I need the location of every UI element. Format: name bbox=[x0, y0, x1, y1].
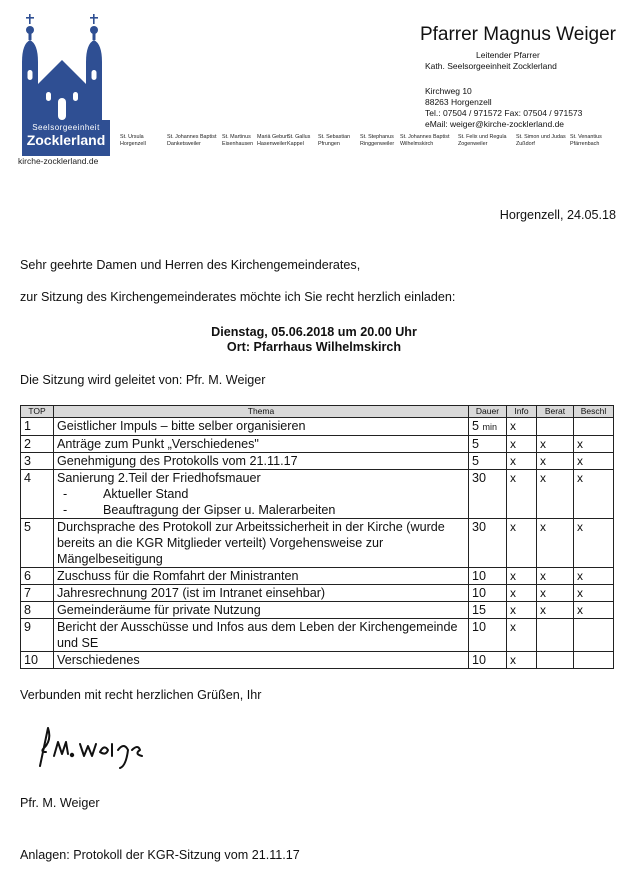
parish-item: St. Stephanus Ringgenweiler bbox=[360, 134, 395, 147]
sender-role: Leitender Pfarrer bbox=[476, 50, 540, 60]
cell-info: x bbox=[507, 519, 537, 568]
cell-top: 2 bbox=[21, 436, 54, 453]
cell-beschl: x bbox=[574, 470, 614, 519]
cell-berat bbox=[537, 652, 574, 669]
cell-thema: Durchsprache des Protokoll zur Arbeitssicherheit in der Kirche (wurde bereits an die KGR Mitglieder verteilt) Vorgehensweise zur Mängelbeseitigung bbox=[54, 519, 469, 568]
agenda-table bbox=[20, 405, 614, 669]
handwritten-signature bbox=[34, 722, 164, 772]
cell-thema: Anträge zum Punkt „Verschiedenes" bbox=[54, 436, 469, 453]
parish-item: St. Johannes Baptist Danketsweiler bbox=[167, 134, 217, 147]
parish-item: St. Johannes Baptist Wilhelmskirch bbox=[400, 134, 450, 147]
cell-dauer: 30 bbox=[469, 519, 507, 568]
cell-dauer: 15 bbox=[469, 602, 507, 619]
cell-top: 6 bbox=[21, 568, 54, 585]
table-row bbox=[21, 519, 614, 568]
cell-top: 1 bbox=[21, 418, 54, 436]
logo-line-1: Seelsorgeeinheit bbox=[32, 123, 100, 132]
parish-item: St. Sebastian Pfrungen bbox=[318, 134, 351, 147]
cell-thema: Geistlicher Impuls – bitte selber organisieren bbox=[54, 418, 469, 436]
sender-city: 88263 Horgenzell bbox=[425, 97, 492, 107]
invitation-text: zur Sitzung des Kirchengemeinderates möchte ich Sie recht herzlich einladen: bbox=[20, 290, 456, 304]
cell-berat bbox=[537, 619, 574, 652]
sender-email[interactable]: eMail: weiger@kirche-zocklerland.de bbox=[425, 119, 565, 129]
cell-top: 7 bbox=[21, 585, 54, 602]
cell-beschl bbox=[574, 418, 614, 436]
logo-line-2: Zocklerland bbox=[26, 132, 106, 148]
cell-thema: Bericht der Ausschüsse und Infos aus dem Leben der Kirchengemeinde und SE bbox=[54, 619, 469, 652]
sender-street: Kirchweg 10 bbox=[425, 86, 472, 96]
cell-beschl bbox=[574, 619, 614, 652]
cell-dauer: 5 bbox=[469, 453, 507, 470]
cell-berat: x bbox=[537, 519, 574, 568]
cell-berat: x bbox=[537, 436, 574, 453]
cell-thema: Verschiedenes bbox=[54, 652, 469, 669]
table-row bbox=[21, 585, 614, 602]
cell-dauer: 5 bbox=[469, 436, 507, 453]
cell-thema: Zuschuss für die Romfahrt der Ministranten bbox=[54, 568, 469, 585]
cell-dauer: 10 bbox=[469, 585, 507, 602]
logo-wordmark bbox=[22, 120, 110, 156]
cell-top: 3 bbox=[21, 453, 54, 470]
signature-name: Pfr. M. Weiger bbox=[20, 796, 100, 810]
cell-top: 9 bbox=[21, 619, 54, 652]
cell-berat: x bbox=[537, 602, 574, 619]
header-thema: Thema bbox=[54, 406, 469, 418]
cell-top: 8 bbox=[21, 602, 54, 619]
parish-item: Mariä Geburt Hasenweiler bbox=[257, 134, 289, 147]
cell-info: x bbox=[507, 585, 537, 602]
cell-beschl: x bbox=[574, 568, 614, 585]
sub-item: - Aktueller Stand bbox=[63, 487, 189, 501]
cell-info: x bbox=[507, 619, 537, 652]
parish-logo bbox=[18, 12, 114, 162]
table-row bbox=[21, 568, 614, 585]
cell-dauer: 10 bbox=[469, 619, 507, 652]
parish-item: St. Gallus Kappel bbox=[287, 134, 311, 147]
table-row bbox=[21, 619, 614, 652]
header-dauer: Dauer bbox=[469, 406, 507, 418]
sub-item: - Beauftragung der Gipser u. Malerarbeiten bbox=[63, 503, 336, 517]
parish-item: St. Venantius Pfärrenbach bbox=[570, 134, 602, 147]
cell-beschl: x bbox=[574, 436, 614, 453]
table-row bbox=[21, 602, 614, 619]
cell-info: x bbox=[507, 652, 537, 669]
duration-unit: min bbox=[482, 422, 498, 432]
parish-item: St. Martinus Eisenhausen bbox=[222, 134, 254, 147]
date-line: Horgenzell, 24.05.18 bbox=[499, 208, 616, 222]
cell-dauer: 10 bbox=[469, 652, 507, 669]
cell-berat: x bbox=[537, 568, 574, 585]
cell-top: 10 bbox=[21, 652, 54, 669]
cell-beschl: x bbox=[574, 519, 614, 568]
cell-dauer: 10 bbox=[469, 568, 507, 585]
cell-info: x bbox=[507, 602, 537, 619]
header-beschl: Beschl bbox=[574, 406, 614, 418]
meeting-location: Ort: Pfarrhaus Wilhelmskirch bbox=[226, 340, 402, 354]
sender-organization: Kath. Seelsorgeeinheit Zocklerland bbox=[425, 61, 557, 71]
cell-beschl: x bbox=[574, 585, 614, 602]
website-link[interactable]: kirche-zocklerland.de bbox=[18, 156, 99, 166]
church-towers-icon bbox=[18, 12, 114, 122]
cell-beschl: x bbox=[574, 602, 614, 619]
cell-berat: x bbox=[537, 585, 574, 602]
cell-beschl: x bbox=[574, 453, 614, 470]
cell-thema: Jahresrechnung 2017 (ist im Intranet einsehbar) bbox=[54, 585, 469, 602]
meeting-date: Dienstag, 05.06.2018 um 20.00 Uhr bbox=[211, 325, 417, 339]
topic-title: Sanierung 2.Teil der Friedhofsmauer bbox=[57, 471, 261, 485]
parish-item: St. Ursula Horgenzell bbox=[120, 134, 146, 147]
cell-beschl bbox=[574, 652, 614, 669]
table-row bbox=[21, 418, 614, 436]
cell-top: 5 bbox=[21, 519, 54, 568]
cell-thema: Genehmigung des Protokolls vom 21.11.17 bbox=[54, 453, 469, 470]
sender-phone: Tel.: 07504 / 971572 Fax: 07504 / 971573 bbox=[425, 108, 583, 118]
cell-berat bbox=[537, 418, 574, 436]
closing-line: Verbunden mit recht herzlichen Grüßen, Ihr bbox=[20, 688, 262, 702]
sender-name: Pfarrer Magnus Weiger bbox=[419, 24, 616, 45]
cell-info: x bbox=[507, 470, 537, 519]
header-top: TOP bbox=[21, 406, 54, 418]
greeting: Sehr geehrte Damen und Herren des Kirchengemeinderates, bbox=[20, 258, 361, 272]
cell-berat: x bbox=[537, 453, 574, 470]
cell-info: x bbox=[507, 568, 537, 585]
cell-thema: Gemeinderäume für private Nutzung bbox=[54, 602, 469, 619]
header-berat: Berat bbox=[537, 406, 574, 418]
attachments-line: Anlagen: Protokoll der KGR-Sitzung vom 21.11.17 bbox=[20, 848, 300, 862]
header-info: Info bbox=[507, 406, 537, 418]
cell-info: x bbox=[507, 418, 537, 436]
table-row bbox=[21, 470, 614, 519]
chair-line: Die Sitzung wird geleitet von: Pfr. M. Weiger bbox=[20, 373, 266, 387]
cell-top: 4 bbox=[21, 470, 54, 519]
parish-item: St. Simon und Judas Zußdorf bbox=[516, 134, 566, 147]
cell-info: x bbox=[507, 436, 537, 453]
table-header-row bbox=[21, 406, 614, 418]
cell-thema bbox=[54, 470, 469, 519]
table-row bbox=[21, 453, 614, 470]
cell-berat: x bbox=[537, 470, 574, 519]
parish-item: St. Felix und Regula Zogenweiler bbox=[458, 134, 507, 147]
cell-info: x bbox=[507, 453, 537, 470]
cell-dauer: 5 min bbox=[469, 418, 507, 436]
table-row bbox=[21, 652, 614, 669]
cell-dauer: 30 bbox=[469, 470, 507, 519]
table-row bbox=[21, 436, 614, 453]
